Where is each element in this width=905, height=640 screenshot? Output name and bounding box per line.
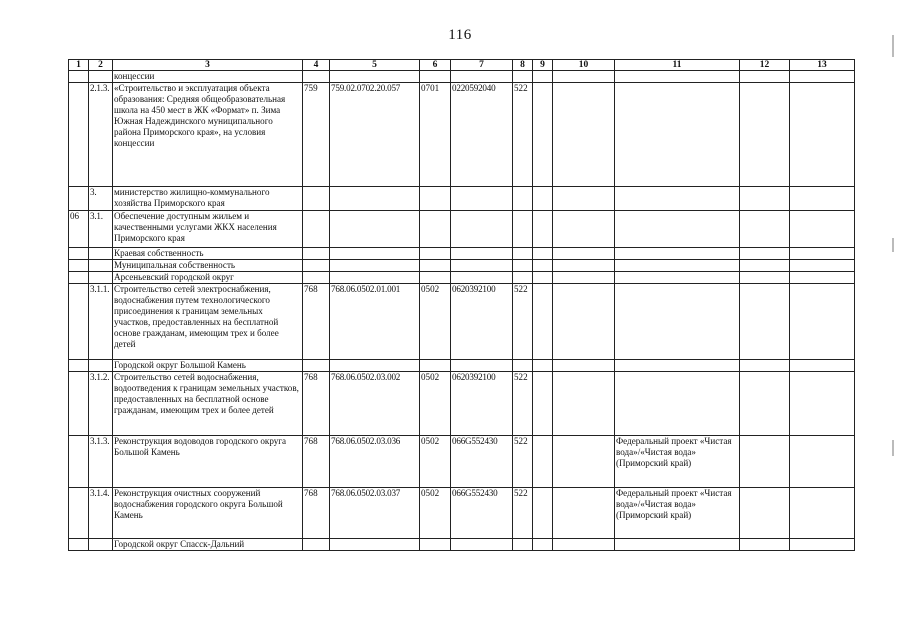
cell-col9	[533, 539, 553, 551]
cell-col9	[533, 83, 553, 187]
cell-expense	[513, 360, 533, 372]
header-cell: 6	[420, 60, 451, 71]
cell-project	[615, 284, 740, 360]
cell-project	[615, 211, 740, 248]
cell-col13	[790, 488, 855, 539]
cell-target: 0620392100	[451, 284, 513, 360]
cell-number	[89, 248, 113, 260]
cell-col9	[533, 71, 553, 83]
cell-col12	[740, 211, 790, 248]
cell-col9	[533, 272, 553, 284]
cell-section: 0502	[420, 372, 451, 436]
cell-expense: 522	[513, 284, 533, 360]
cell-section: 0502	[420, 436, 451, 488]
cell-col1	[69, 436, 89, 488]
table-row	[69, 488, 855, 539]
cell-code	[330, 211, 420, 248]
cell-col13	[790, 372, 855, 436]
cell-target	[451, 539, 513, 551]
cell-name: Краевая собственность	[113, 248, 303, 260]
cell-name: министерство жилищно-коммунального хозяйства Приморского края	[113, 187, 303, 211]
cell-col10	[553, 539, 615, 551]
cell-project	[615, 248, 740, 260]
cell-grbs	[303, 248, 330, 260]
cell-col9	[533, 436, 553, 488]
cell-name: Реконструкция водоводов городского округа Большой Камень	[113, 436, 303, 488]
cell-number	[89, 71, 113, 83]
scan-edge-mark	[892, 440, 894, 456]
cell-col13	[790, 248, 855, 260]
cell-col13	[790, 71, 855, 83]
table-row	[69, 372, 855, 436]
cell-expense	[513, 248, 533, 260]
cell-target: 066G552430	[451, 488, 513, 539]
cell-col12	[740, 488, 790, 539]
cell-col13	[790, 360, 855, 372]
table-row	[69, 284, 855, 360]
cell-project	[615, 539, 740, 551]
cell-target: 066G552430	[451, 436, 513, 488]
cell-grbs	[303, 71, 330, 83]
cell-number: 3.1.4.	[89, 488, 113, 539]
cell-col12	[740, 248, 790, 260]
cell-col12	[740, 272, 790, 284]
cell-name: Строительство сетей водоснабжения, водоотведения к границам земельных участков, предоставленных на бесплатной основе гражданам, имеющим трех и более детей	[113, 372, 303, 436]
cell-col10	[553, 372, 615, 436]
table-row	[69, 187, 855, 211]
cell-project	[615, 272, 740, 284]
cell-number: 3.1.3.	[89, 436, 113, 488]
table-row	[69, 260, 855, 272]
cell-col10	[553, 260, 615, 272]
cell-section	[420, 71, 451, 83]
cell-target	[451, 272, 513, 284]
cell-grbs: 768	[303, 436, 330, 488]
cell-project	[615, 372, 740, 436]
cell-number: 3.1.	[89, 211, 113, 248]
cell-col1	[69, 488, 89, 539]
table-row	[69, 272, 855, 284]
cell-col9	[533, 360, 553, 372]
page-number: 116	[448, 27, 472, 43]
cell-project	[615, 360, 740, 372]
cell-col9	[533, 260, 553, 272]
cell-col9	[533, 211, 553, 248]
table-row	[69, 248, 855, 260]
cell-code: 768.06.0502.03.036	[330, 436, 420, 488]
header-cell: 2	[89, 60, 113, 71]
cell-col10	[553, 71, 615, 83]
cell-col10	[553, 436, 615, 488]
header-cell: 9	[533, 60, 553, 71]
cell-target	[451, 260, 513, 272]
cell-expense	[513, 71, 533, 83]
cell-col1	[69, 272, 89, 284]
cell-target	[451, 187, 513, 211]
header-cell: 10	[553, 60, 615, 71]
cell-target	[451, 211, 513, 248]
cell-number	[89, 539, 113, 551]
header-cell: 12	[740, 60, 790, 71]
cell-expense	[513, 260, 533, 272]
cell-col10	[553, 187, 615, 211]
cell-section	[420, 360, 451, 372]
header-cell: 3	[113, 60, 303, 71]
cell-code	[330, 272, 420, 284]
cell-expense	[513, 211, 533, 248]
cell-code	[330, 187, 420, 211]
cell-grbs: 768	[303, 372, 330, 436]
cell-grbs	[303, 272, 330, 284]
cell-grbs	[303, 187, 330, 211]
cell-expense: 522	[513, 488, 533, 539]
cell-target	[451, 360, 513, 372]
cell-section	[420, 539, 451, 551]
cell-grbs: 768	[303, 488, 330, 539]
cell-project	[615, 83, 740, 187]
header-cell: 11	[615, 60, 740, 71]
table-row	[69, 211, 855, 248]
cell-col10	[553, 83, 615, 187]
cell-number: 2.1.3.	[89, 83, 113, 187]
cell-col13	[790, 260, 855, 272]
cell-project	[615, 187, 740, 211]
cell-expense: 522	[513, 436, 533, 488]
header-cell: 13	[790, 60, 855, 71]
cell-col13	[790, 187, 855, 211]
cell-name: «Строительство и эксплуатация объекта образования: Средняя общеобразовательная школа на 450 мест в ЖК «Формат» п. Зима Южная Надеждинского муниципального района Приморского края», на условия концессии	[113, 83, 303, 187]
cell-col10	[553, 248, 615, 260]
cell-col9	[533, 488, 553, 539]
cell-col9	[533, 187, 553, 211]
cell-target: 0620392100	[451, 372, 513, 436]
scan-edge-mark	[892, 35, 894, 57]
cell-col1	[69, 187, 89, 211]
cell-code: 768.06.0502.03.037	[330, 488, 420, 539]
cell-col10	[553, 360, 615, 372]
cell-col10	[553, 272, 615, 284]
table-row	[69, 360, 855, 372]
cell-col1	[69, 284, 89, 360]
header-row	[69, 60, 855, 71]
cell-code	[330, 248, 420, 260]
cell-grbs: 759	[303, 83, 330, 187]
cell-number	[89, 272, 113, 284]
cell-name: Городской округ Большой Камень	[113, 360, 303, 372]
table-row	[69, 71, 855, 83]
cell-code: 759.02.0702.20.057	[330, 83, 420, 187]
cell-name: Муниципальная собственность	[113, 260, 303, 272]
cell-col12	[740, 83, 790, 187]
cell-col13	[790, 436, 855, 488]
cell-col12	[740, 539, 790, 551]
cell-col1	[69, 372, 89, 436]
header-cell: 7	[451, 60, 513, 71]
table-row	[69, 539, 855, 551]
cell-section	[420, 272, 451, 284]
cell-col1	[69, 248, 89, 260]
cell-number: 3.	[89, 187, 113, 211]
cell-section	[420, 260, 451, 272]
header-cell: 1	[69, 60, 89, 71]
cell-number: 3.1.1.	[89, 284, 113, 360]
cell-col13	[790, 539, 855, 551]
cell-number	[89, 360, 113, 372]
cell-col1	[69, 71, 89, 83]
cell-grbs: 768	[303, 284, 330, 360]
header-cell: 4	[303, 60, 330, 71]
cell-target	[451, 71, 513, 83]
cell-section: 0502	[420, 488, 451, 539]
table-row	[69, 83, 855, 187]
cell-code	[330, 360, 420, 372]
cell-section	[420, 248, 451, 260]
cell-name: Реконструкция очистных сооружений водоснабжения городского округа Большой Камень	[113, 488, 303, 539]
cell-col1	[69, 83, 89, 187]
cell-expense	[513, 187, 533, 211]
cell-grbs	[303, 260, 330, 272]
cell-number	[89, 260, 113, 272]
cell-col9	[533, 284, 553, 360]
cell-col12	[740, 187, 790, 211]
cell-col13	[790, 284, 855, 360]
cell-code: 768.06.0502.03.002	[330, 372, 420, 436]
cell-project: Федеральный проект «Чистая вода»/«Чистая вода» (Приморский край)	[615, 436, 740, 488]
scan-edge-mark	[892, 238, 894, 252]
cell-code	[330, 260, 420, 272]
cell-grbs	[303, 539, 330, 551]
cell-col12	[740, 372, 790, 436]
cell-section	[420, 211, 451, 248]
cell-section: 0701	[420, 83, 451, 187]
cell-name: Арсеньевский городской округ	[113, 272, 303, 284]
cell-col1: 06	[69, 211, 89, 248]
cell-col1	[69, 539, 89, 551]
cell-name: концессии	[113, 71, 303, 83]
cell-col12	[740, 284, 790, 360]
budget-table	[68, 59, 855, 551]
cell-number: 3.1.2.	[89, 372, 113, 436]
cell-col1	[69, 260, 89, 272]
header-cell: 8	[513, 60, 533, 71]
cell-target: 0220592040	[451, 83, 513, 187]
cell-col10	[553, 211, 615, 248]
cell-section: 0502	[420, 284, 451, 360]
cell-name: Обеспечение доступным жильем и качественными услугами ЖКХ населения Приморского края	[113, 211, 303, 248]
cell-col1	[69, 360, 89, 372]
cell-project	[615, 71, 740, 83]
cell-col10	[553, 488, 615, 539]
cell-col12	[740, 71, 790, 83]
cell-col9	[533, 372, 553, 436]
cell-col13	[790, 83, 855, 187]
cell-name: Городской округ Спасск-Дальний	[113, 539, 303, 551]
cell-name: Строительство сетей электроснабжения, водоснабжения путем технологического присоединения к границам земельных участков, предоставленных на бесплатной основе гражданам, имеющим трех и более детей	[113, 284, 303, 360]
cell-col12	[740, 260, 790, 272]
cell-grbs	[303, 211, 330, 248]
cell-grbs	[303, 360, 330, 372]
cell-col13	[790, 272, 855, 284]
cell-expense	[513, 539, 533, 551]
cell-col9	[533, 248, 553, 260]
cell-expense: 522	[513, 83, 533, 187]
cell-code	[330, 539, 420, 551]
cell-col13	[790, 211, 855, 248]
cell-code	[330, 71, 420, 83]
cell-project	[615, 260, 740, 272]
header-cell: 5	[330, 60, 420, 71]
cell-expense: 522	[513, 372, 533, 436]
cell-col12	[740, 436, 790, 488]
cell-code: 768.06.0502.01.001	[330, 284, 420, 360]
cell-section	[420, 187, 451, 211]
cell-col12	[740, 360, 790, 372]
cell-expense	[513, 272, 533, 284]
cell-target	[451, 248, 513, 260]
cell-col10	[553, 284, 615, 360]
table-row	[69, 436, 855, 488]
cell-project: Федеральный проект «Чистая вода»/«Чистая вода» (Приморский край)	[615, 488, 740, 539]
